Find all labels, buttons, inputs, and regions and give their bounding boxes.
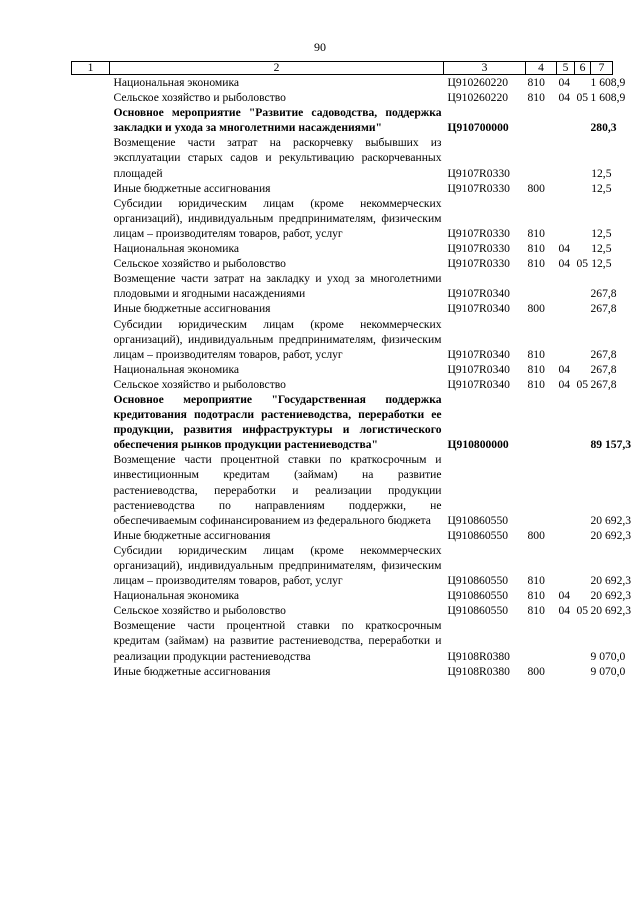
row-vr-cell: 810 — [527, 347, 545, 361]
table-row — [72, 241, 613, 256]
row-pr-cell — [575, 317, 591, 362]
row-rz-cell — [557, 135, 575, 180]
row-name-cell: Иные бюджетные ассигнования — [113, 181, 271, 195]
table-row — [72, 528, 613, 543]
row-pr-cell — [575, 543, 591, 588]
row-vr-cell — [526, 618, 557, 663]
row-pr-cell — [575, 528, 591, 543]
row-rz-cell: 04 — [558, 257, 571, 271]
column-header: 5 — [557, 62, 575, 75]
row-pr-cell — [575, 75, 591, 91]
row-rz-cell: 04 — [558, 242, 571, 256]
row-vr-cell — [526, 392, 557, 452]
row-index-cell — [72, 271, 110, 301]
row-rz-cell — [557, 392, 575, 452]
row-index-cell — [72, 362, 110, 377]
row-vr-cell: 800 — [527, 181, 545, 195]
row-code-cell: Ц9108R0380 — [447, 664, 510, 678]
row-amount-cell: 1 608,9 — [590, 76, 626, 89]
row-code-cell: Ц910800000 — [447, 438, 509, 452]
row-amount-cell: 20 692,3 — [590, 604, 632, 618]
row-index-cell — [72, 135, 110, 180]
row-pr-cell: 05 — [576, 377, 589, 391]
row-name-cell: Сельское хозяйство и рыболовство — [113, 257, 286, 271]
table-row — [72, 90, 613, 105]
row-code-cell: Ц9107R0330 — [447, 226, 510, 240]
row-pr-cell — [575, 392, 591, 452]
row-code-cell: Ц9107R0330 — [447, 166, 510, 180]
row-pr-cell — [575, 135, 591, 180]
row-code-cell: Ц9107R0340 — [447, 287, 510, 301]
row-index-cell — [72, 105, 110, 135]
row-vr-cell: 810 — [527, 91, 545, 105]
row-pr-cell: 05 — [576, 91, 589, 105]
row-name-cell: Возмещение части затрат на закладку и уход за многолетними плодовыми и ягодными насаждениями — [113, 272, 442, 301]
row-vr-cell — [526, 105, 557, 135]
table-header-row — [72, 62, 613, 75]
row-amount-cell: 12,5 — [591, 226, 612, 240]
table-row — [72, 543, 613, 588]
row-amount-cell: 9 070,0 — [590, 649, 626, 663]
row-vr-cell: 800 — [527, 528, 545, 542]
budget-table — [71, 61, 632, 679]
column-header: 7 — [591, 62, 613, 75]
row-vr-cell: 810 — [527, 242, 545, 256]
row-amount-cell: 267,8 — [590, 377, 617, 391]
row-rz-cell — [557, 528, 575, 543]
row-name-cell: Сельское хозяйство и рыболовство — [113, 377, 286, 391]
row-name-cell: Национальная экономика — [113, 362, 240, 376]
row-amount-cell: 267,8 — [590, 302, 617, 316]
table-row — [72, 618, 613, 663]
row-name-cell: Сельское хозяйство и рыболовство — [113, 604, 286, 618]
row-code-cell: Ц9107R0330 — [447, 242, 510, 256]
row-amount-cell: 12,5 — [591, 242, 612, 256]
row-amount-cell: 267,8 — [590, 347, 617, 361]
row-code-cell: Ц910700000 — [447, 121, 509, 135]
row-rz-cell: 04 — [558, 604, 571, 618]
table-row — [72, 135, 613, 180]
row-vr-cell: 800 — [527, 664, 545, 678]
row-name-cell: Субсидии юридическим лицам (кроме некоммерческих организаций), индивидуальным предпринимателям, физическим лицам – производителям товаров, работ, услуг — [113, 543, 442, 588]
row-name-cell: Иные бюджетные ассигнования — [113, 302, 271, 316]
table-row — [72, 377, 613, 392]
row-code-cell: Ц9107R0340 — [447, 302, 510, 316]
row-index-cell — [72, 603, 110, 618]
row-code-cell: Ц910860550 — [447, 528, 509, 542]
row-vr-cell: 800 — [527, 302, 545, 316]
row-pr-cell — [575, 588, 591, 603]
row-vr-cell: 810 — [527, 589, 545, 603]
column-header: 2 — [110, 62, 444, 75]
row-rz-cell: 04 — [558, 377, 571, 391]
row-code-cell: Ц9107R0330 — [447, 257, 510, 271]
row-name-cell: Возмещение части процентной ставки по краткосрочным кредитам (займам) на развитие растениеводства, переработки и реализации продукции растениеводства — [113, 619, 442, 663]
table-row — [72, 256, 613, 271]
table-row — [72, 452, 613, 527]
row-index-cell — [72, 75, 110, 91]
row-index-cell — [72, 664, 110, 679]
table-row — [72, 75, 613, 91]
column-header: 1 — [72, 62, 110, 75]
row-index-cell — [72, 392, 110, 452]
row-code-cell: Ц910860550 — [447, 589, 509, 603]
row-pr-cell — [575, 105, 591, 135]
row-name-cell: Национальная экономика — [113, 242, 240, 256]
row-code-cell: Ц9107R0340 — [447, 362, 510, 376]
row-index-cell — [72, 588, 110, 603]
row-rz-cell — [557, 271, 575, 301]
table-row — [72, 105, 613, 135]
row-code-cell: Ц910260220 — [447, 76, 509, 89]
row-code-cell: Ц9108R0380 — [447, 649, 510, 663]
row-code-cell: Ц910860550 — [447, 513, 509, 527]
row-amount-cell: 12,5 — [591, 181, 612, 195]
row-vr-cell: 810 — [527, 604, 545, 618]
row-index-cell — [72, 181, 110, 196]
table-row — [72, 196, 613, 241]
row-amount-cell: 267,8 — [590, 362, 617, 376]
row-pr-cell — [575, 241, 591, 256]
row-code-cell: Ц910860550 — [447, 574, 509, 588]
row-rz-cell: 04 — [558, 362, 571, 376]
row-rz-cell: 04 — [558, 91, 571, 105]
row-code-cell: Ц9107R0330 — [447, 181, 510, 195]
row-name-cell: Сельское хозяйство и рыболовство — [113, 91, 286, 105]
column-header: 6 — [575, 62, 591, 75]
table-row — [72, 362, 613, 377]
row-index-cell — [72, 256, 110, 271]
row-amount-cell: 20 692,3 — [590, 589, 632, 603]
row-rz-cell — [557, 543, 575, 588]
row-name-cell: Возмещение части затрат на раскорчевку выбывших из эксплуатации старых садов и рекультивацию раскорчеванных площадей — [113, 136, 442, 180]
row-index-cell — [72, 317, 110, 362]
row-index-cell — [72, 301, 110, 316]
row-index-cell — [72, 241, 110, 256]
column-header: 4 — [526, 62, 557, 75]
row-vr-cell: 810 — [527, 362, 545, 376]
row-rz-cell — [557, 317, 575, 362]
row-pr-cell — [575, 664, 591, 679]
row-rz-cell — [557, 105, 575, 135]
row-pr-cell — [575, 301, 591, 316]
row-rz-cell — [557, 618, 575, 663]
row-vr-cell — [526, 452, 557, 527]
row-code-cell: Ц9107R0340 — [447, 347, 510, 361]
table-row — [72, 271, 613, 301]
row-vr-cell — [526, 135, 557, 180]
table-row — [72, 317, 613, 362]
row-rz-cell — [557, 452, 575, 527]
row-index-cell — [72, 90, 110, 105]
table-row — [72, 588, 613, 603]
row-name-cell: Субсидии юридическим лицам (кроме некоммерческих организаций), индивидуальным предпринимателям, физическим лицам – производителям товаров, работ, услуг — [113, 317, 442, 361]
row-amount-cell: 280,3 — [590, 121, 617, 135]
row-pr-cell: 05 — [576, 257, 589, 271]
row-vr-cell: 810 — [527, 257, 545, 271]
row-index-cell — [72, 377, 110, 392]
table-row — [72, 392, 613, 452]
row-pr-cell — [575, 452, 591, 527]
row-amount-cell: 1 608,9 — [590, 91, 626, 105]
row-amount-cell: 9 070,0 — [590, 664, 626, 678]
row-code-cell: Ц910260220 — [447, 91, 509, 105]
row-rz-cell — [557, 301, 575, 316]
row-code-cell: Ц910860550 — [447, 604, 509, 618]
row-rz-cell: 04 — [558, 589, 571, 603]
row-pr-cell — [575, 181, 591, 196]
row-amount-cell: 20 692,3 — [590, 528, 632, 542]
row-name-cell: Иные бюджетные ассигнования — [113, 528, 271, 542]
row-name-cell: Основное мероприятие "Развитие садоводства, поддержка закладки и ухода за многолетними насаждениями" — [113, 106, 442, 135]
row-index-cell — [72, 196, 110, 241]
row-index-cell — [72, 528, 110, 543]
row-name-cell: Возмещение части процентной ставки по краткосрочным и инвестиционным кредитам (займам) на развитие растениеводства, переработки и реализации продукции растениеводства по направлениям поддержки, не обеспечиваемым софинансированием из федерального бюджета — [113, 453, 442, 527]
row-vr-cell — [526, 271, 557, 301]
row-pr-cell — [575, 271, 591, 301]
row-rz-cell — [557, 664, 575, 679]
row-vr-cell: 810 — [527, 574, 545, 588]
row-index-cell — [72, 452, 110, 527]
row-amount-cell: 12,5 — [591, 257, 612, 271]
row-vr-cell: 810 — [527, 226, 545, 240]
table-row — [72, 301, 613, 316]
row-index-cell — [72, 543, 110, 588]
row-name-cell: Иные бюджетные ассигнования — [113, 664, 271, 678]
row-name-cell: Субсидии юридическим лицам (кроме некоммерческих организаций), индивидуальным предпринимателям, физическим лицам – производителям товаров, работ, услуг — [113, 196, 442, 240]
row-amount-cell: 267,8 — [590, 287, 617, 301]
row-pr-cell — [575, 362, 591, 377]
row-pr-cell — [575, 618, 591, 663]
row-rz-cell — [557, 181, 575, 196]
row-name-cell: Национальная экономика — [113, 589, 240, 603]
table-row — [72, 603, 613, 618]
row-pr-cell — [575, 196, 591, 241]
table-row — [72, 181, 613, 196]
column-header: 3 — [444, 62, 526, 75]
row-amount-cell: 20 692,3 — [590, 574, 632, 588]
table-row — [72, 664, 613, 679]
row-amount-cell: 12,5 — [591, 166, 612, 180]
row-amount-cell: 20 692,3 — [590, 513, 632, 527]
row-code-cell: Ц9107R0340 — [447, 377, 510, 391]
page-number: 90 — [314, 40, 326, 54]
row-index-cell — [72, 618, 110, 663]
row-pr-cell: 05 — [576, 604, 589, 618]
row-rz-cell — [557, 196, 575, 241]
row-vr-cell: 810 — [527, 377, 545, 391]
row-rz-cell: 04 — [558, 76, 571, 89]
row-name-cell: Основное мероприятие "Государственная поддержка кредитования подотрасли растениеводства, переработки ее продукции, развития инфраструктуры и логистического обеспечения рынков продукции растениеводства" — [113, 392, 442, 452]
row-name-cell: Национальная экономика — [113, 76, 240, 89]
row-amount-cell: 89 157,3 — [590, 438, 632, 452]
row-vr-cell: 810 — [527, 76, 545, 89]
